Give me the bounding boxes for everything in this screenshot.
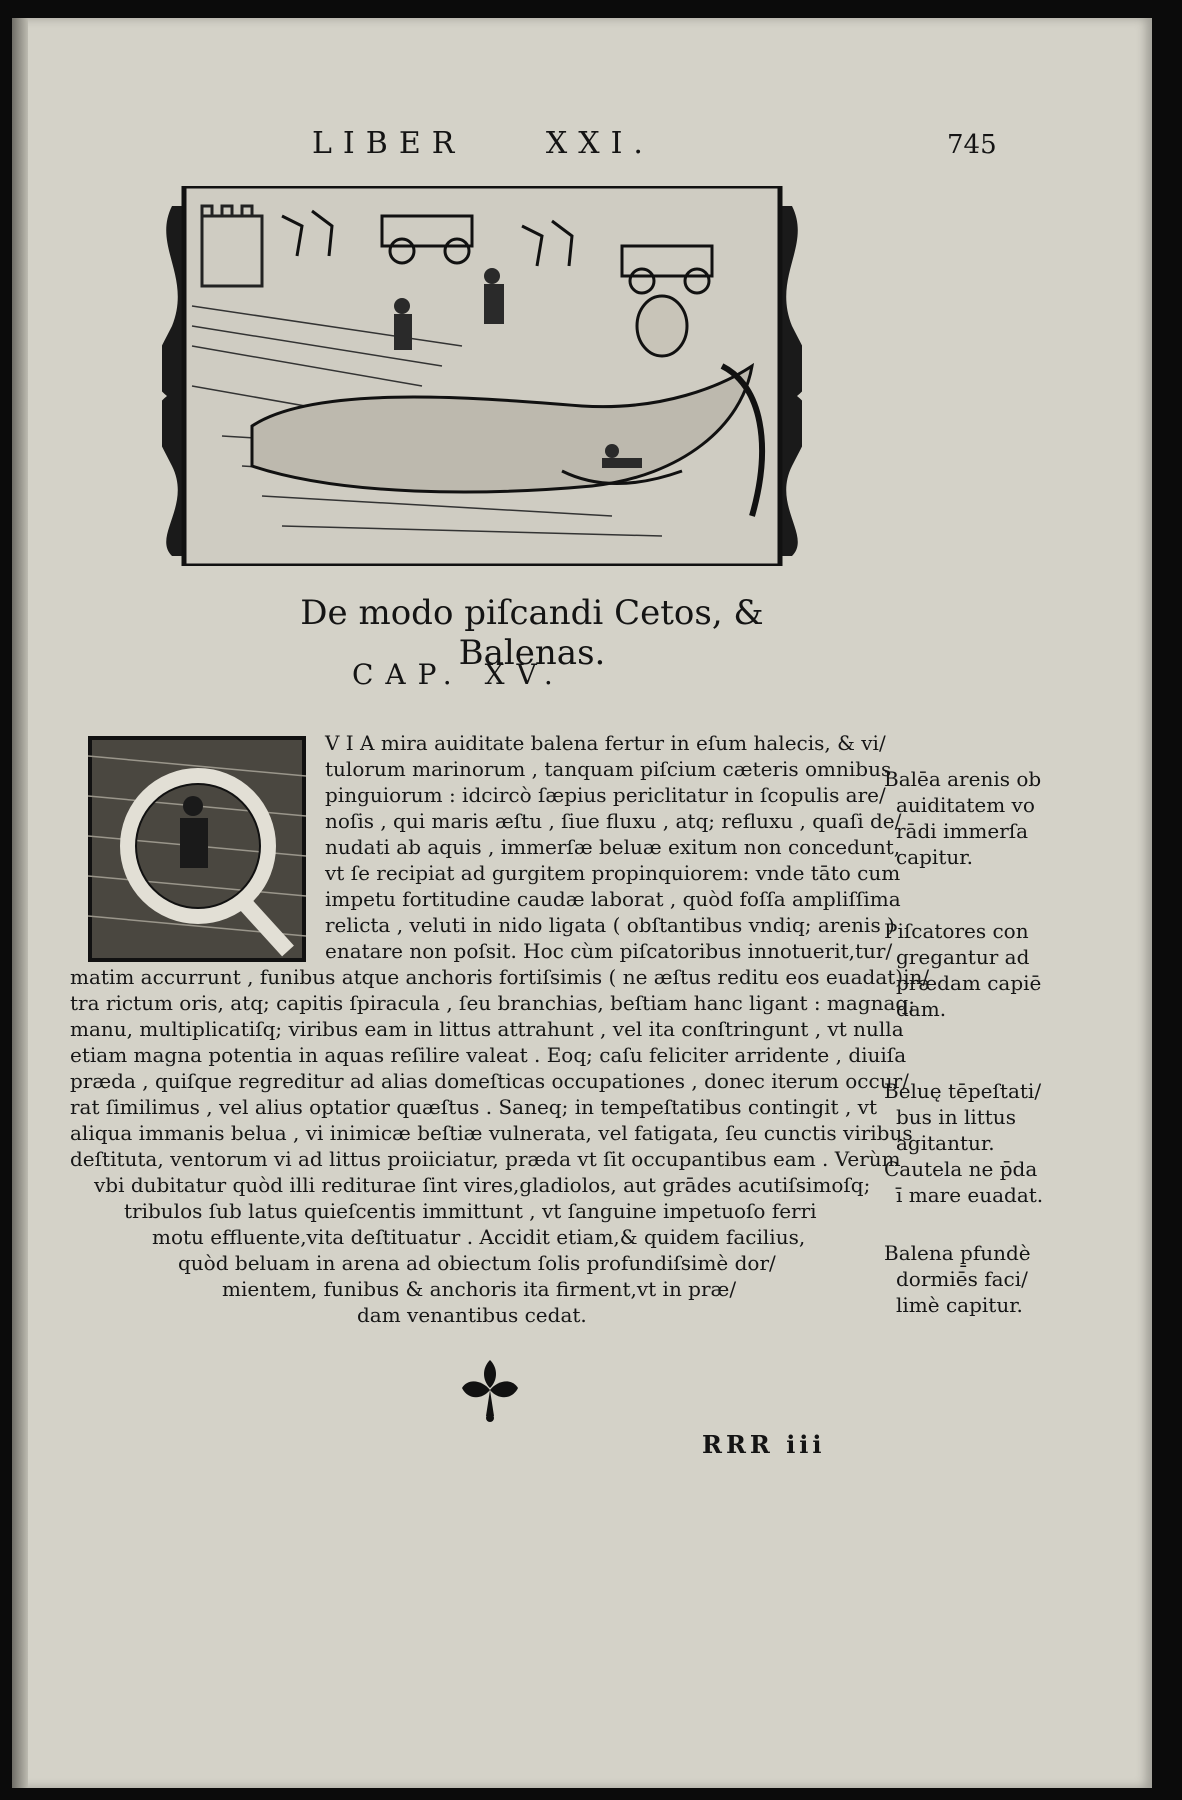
body-line: tribulos ſub latus quieſcentis immittunt , vt ſanguine impetuoſo ferri [124, 1199, 817, 1223]
chapter-title: De modo piſcandi Cetos, & Balenas. [300, 593, 764, 673]
body-line: enatare non poſsit. Hoc cùm piſcatoribus innotuerit,tur/ [325, 939, 893, 963]
body-line: dam venantibus cedat. [357, 1303, 587, 1327]
body-line: deſtituta, ventorum vi ad littus proiiciatur, præda vt ſit occupantibus eam . Verùm [70, 1147, 901, 1171]
body-line: motu effluente,vita deſtituatur . Accidit etiam,& quidem facilius, [152, 1225, 806, 1249]
margin-note-line: Balēa arenis ob [884, 767, 1042, 791]
body-line: rat ſimilimus , vel alius optatior quæſtus . Saneq; in tempeſtatibus contingit , vt [70, 1095, 877, 1119]
body-line: vbi dubitatur quòd illi rediturae ſint vires,gladiolos, aut grādes acutiſsimoſq; [94, 1173, 871, 1197]
whale-hunt-woodcut [162, 186, 802, 566]
margin-note-line: agitantur. [896, 1131, 995, 1155]
fleuron-icon [460, 1358, 520, 1422]
signature-mark: RRR iii [702, 1430, 826, 1459]
margin-note-line: Balena p̱fundè [884, 1241, 1031, 1265]
margin-note [884, 766, 1064, 870]
margin-note-line: Cautela ne p̄da [884, 1157, 1038, 1181]
margin-note [884, 1156, 1064, 1208]
header-book-number: XXI. [545, 126, 654, 161]
body-line: vt ſe recipiat ad gurgitem propinquiorem: vnde tāto cum [325, 861, 901, 885]
body-line: tulorum marinorum , tanquam piſcium cæteris omnibus [325, 757, 892, 781]
header-liber: LIBER [312, 126, 466, 161]
running-header [312, 126, 654, 161]
book-page [12, 18, 1152, 1788]
margin-note-line: prædam capiē [896, 971, 1042, 995]
margin-note-line: limè capitur. [896, 1293, 1023, 1317]
margin-note-line: Piſcatores con [884, 919, 1029, 943]
margin-note-line: bus in littus [896, 1105, 1016, 1129]
margin-note-line: rādi immerſa [896, 819, 1029, 843]
body-line: aliqua immanis belua , vi inimicæ beſtiæ vulnerata, vel fatigata, ſeu cunctis viribus [70, 1121, 913, 1145]
body-line: tra rictum oris, atq; capitis ſpiracula , ſeu branchias, beſtiam hanc ligant : magnaq; [70, 991, 915, 1015]
margin-note-line: auiditatem vo [896, 793, 1035, 817]
decorated-initial-q-icon [88, 736, 306, 962]
page-spine-shadow [12, 18, 28, 1788]
body-line: pinguiorum : idcircò ſæpius periclitatur in ſcopulis are/ [325, 783, 886, 807]
body-line: nudati ab aquis , immerſæ beluæ exitum non concedunt, [325, 835, 901, 859]
body-line: relicta , veluti in nido ligata ( obſtantibus vndiq; arenis ) [325, 913, 895, 937]
body-line: præda , quiſque regreditur ad alias domeſticas occupationes , donec iterum occur/ [70, 1069, 909, 1093]
margin-note-line: ī mare euadat. [896, 1183, 1044, 1207]
margin-note [884, 1078, 1064, 1156]
margin-note-line: dam. [896, 997, 947, 1021]
margin-note-line: capitur. [896, 845, 973, 869]
body-line: mientem, funibus & anchoris ita firment,vt in præ/ [222, 1277, 737, 1301]
body-line: impetu fortitudine caudæ laborat , quòd foſſa ampliſſima [325, 887, 901, 911]
body-line: noſis , qui maris æſtu , ſiue fluxu , atq; refluxu , quaſi de/ [325, 809, 902, 833]
margin-note-line: Beluę tēpeſtati/ [884, 1079, 1042, 1103]
margin-note [884, 918, 1064, 1022]
body-line: manu, multiplicatiſq; viribus eam in littus attrahunt , vel ita conſtringunt , vt nulla [70, 1017, 904, 1041]
margin-note [884, 1240, 1064, 1318]
body-line: quòd beluam in arena ad obiectum ſolis profundiſsimè dor/ [178, 1251, 776, 1275]
body-line: V I A mira auiditate balena fertur in eſum halecis, & vi/ [325, 731, 886, 755]
margin-note-line: dormiēs faci/ [896, 1267, 1028, 1291]
body-line: etiam magna potentia in aquas reſilire valeat . Eoq; caſu feliciter arridente , diuiſa [70, 1043, 907, 1067]
body-line: matim accurrunt , funibus atque anchoris fortiſsimis ( ne æſtus reditu eos euadat)in/ [70, 965, 930, 989]
folio-number: 745 [947, 130, 997, 160]
chapter-number: CAP. XV. [352, 658, 565, 691]
margin-note-line: gregantur ad [896, 945, 1030, 969]
